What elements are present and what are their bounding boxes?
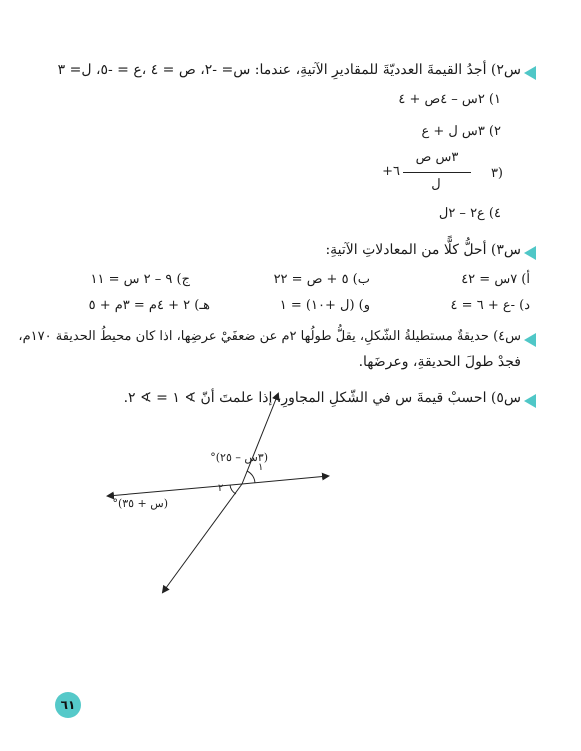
q2-item-2: ٢) ٣س ل + ع <box>421 124 501 139</box>
angle-2-number: ٢ <box>218 483 224 494</box>
fraction-denominator: ل <box>431 177 441 192</box>
question-marker <box>524 394 536 408</box>
question-4-line-2: فجدْ طولَ الحديقةِ، وعرضَها. <box>358 354 521 370</box>
eq-c: ج) ٩ – ٢ س = ١١ <box>90 272 190 287</box>
q2-item-4: ٤) ع٢ – ٢ل <box>438 206 501 221</box>
fraction-bar <box>403 172 471 173</box>
eq-a: أ) ٧س = ٤٢ <box>461 272 530 287</box>
angle-1-arc <box>247 471 255 483</box>
question-3-text: س٣) أحلُّ كلًّا من المعادلاتِ الآتيةِ: <box>325 242 521 258</box>
fraction-numerator: ٣س ص <box>415 150 459 165</box>
angle-1-label: (٣س – ٢٥)° <box>210 451 268 464</box>
eq-w: و) (ل +١٠) = ١ <box>279 298 370 313</box>
question-marker <box>524 246 536 260</box>
eq-d: د) -ع + ٦ = ٤ <box>450 298 530 313</box>
question-2-text: س٢) أجدُ القيمةَ العدديّةَ للمقاديرِ الآتيةِ، عندما: س= -٢، ص = ٤ ،ع = -٥، ل= ٣ <box>57 62 521 78</box>
angle-2-label: (س + ٣٥)° <box>112 497 168 510</box>
question-marker <box>524 66 536 80</box>
q2-item-1: ١) ٢س – ٤ص + ٤ <box>398 92 501 107</box>
q2-item-3-label: ٣) <box>490 166 503 181</box>
intersecting-lines-diagram <box>90 380 350 610</box>
page-number-badge: ٦١ <box>55 692 81 718</box>
eq-h: هـ) ٢ + ٤م = ٣م + ٥ <box>88 298 210 313</box>
angle-1-number: ١ <box>258 462 264 473</box>
eq-b: ب) ٥ + ص = ٢٢ <box>273 272 370 287</box>
question-marker <box>524 333 536 347</box>
question-5-text: س٥) احسبْ قيمةَ س في الشّكلِ المجاورِ، إذا علمتَ أنّ ∢ ١ = ∢ ٢. <box>123 390 521 406</box>
question-4-line-1: س٤) حديقةٌ مستطيلةُ الشّكلِ، يقلُّ طولُها ٢م عن ضعفَيْ عرضِها، اذا كان محيطُ الحديقة ١٧٠م، <box>18 329 521 344</box>
fraction-tail: +٦ <box>382 164 400 179</box>
diagram-line-2b <box>163 484 242 592</box>
